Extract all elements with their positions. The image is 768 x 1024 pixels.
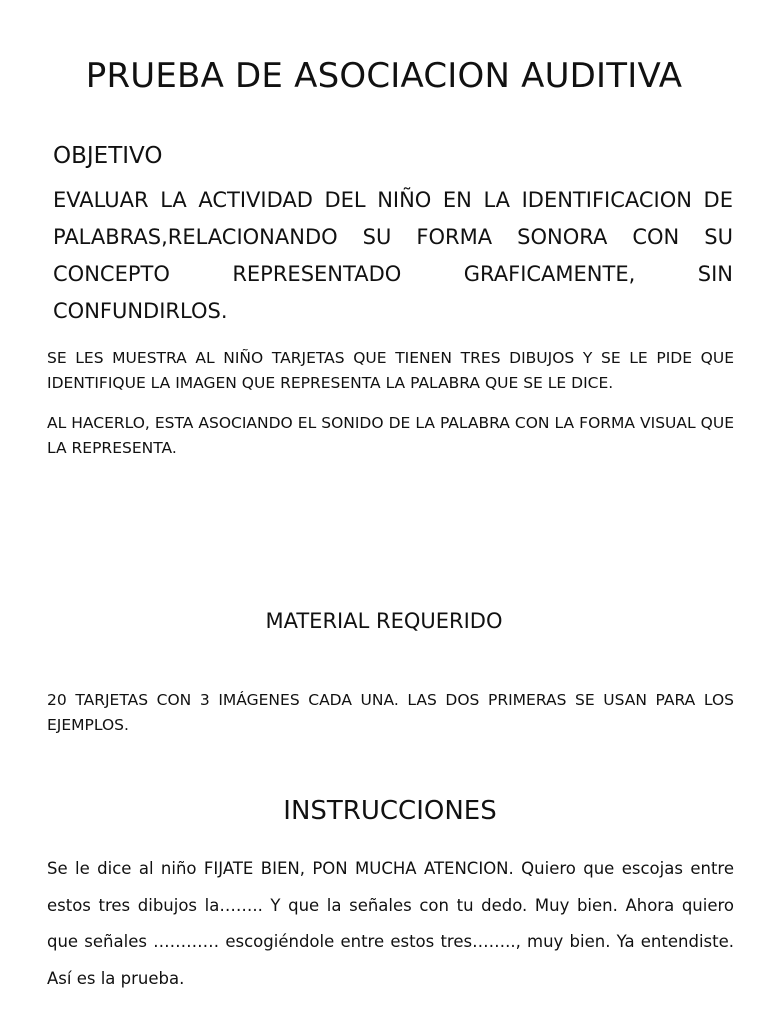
- description-paragraph-1: SE LES MUESTRA AL NIÑO TARJETAS QUE TIENEN TRES DIBUJOS Y SE LE PIDE QUE IDENTIFIQUE LA IMAGEN QUE REPRESENTA LA PALABRA QUE SE LE DICE.: [47, 349, 734, 392]
- instrucciones-heading: INSTRUCCIONES: [283, 796, 497, 826]
- page-title: PRUEBA DE ASOCIACION AUDITIVA: [85, 56, 683, 96]
- objetivo-text: EVALUAR LA ACTIVIDAD DEL NIÑO EN LA IDENTIFICACION DE PALABRAS,RELACIONANDO SU FORMA SONORA CON SU CONCEPTO REPRESENTADO GRAFICAMENTE, SIN CONFUNDIRLOS.: [53, 188, 733, 323]
- description-paragraph-2: AL HACERLO, ESTA ASOCIANDO EL SONIDO DE LA PALABRA CON LA FORMA VISUAL QUE LA REPRESENTA.: [47, 414, 734, 457]
- objetivo-heading: OBJETIVO: [53, 143, 163, 169]
- material-text: 20 TARJETAS CON 3 IMÁGENES CADA UNA. LAS DOS PRIMERAS SE USAN PARA LOS EJEMPLOS.: [47, 691, 734, 734]
- instrucciones-text: Se le dice al niño FIJATE BIEN, PON MUCHA ATENCION. Quiero que escojas entre estos tres dibujos la…….. Y que la señales con tu dedo. Muy bien. Ahora quiero que señales ………… escogiéndole entre estos tres…….., muy bien. Ya entendiste. Así es la prueba.: [47, 859, 734, 988]
- material-heading: MATERIAL REQUERIDO: [265, 609, 503, 633]
